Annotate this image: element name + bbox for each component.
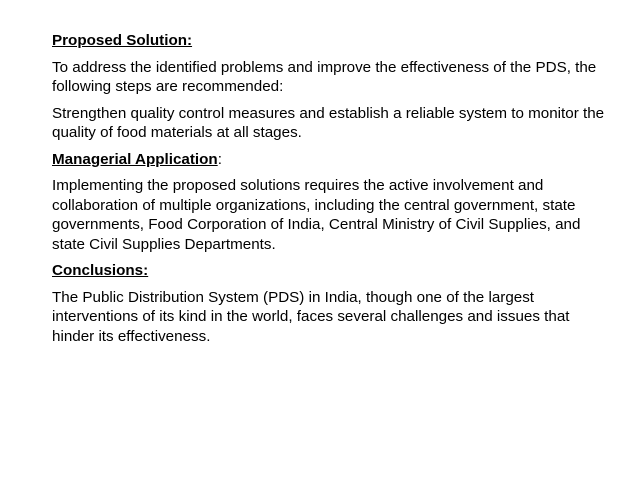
conclusions-paragraph: The Public Distribution System (PDS) in India, though one of the largest interventions of its kind in the world, faces several challenges and issues that hinder its effectiveness. [52, 288, 570, 345]
slide-content [52, 31, 612, 353]
proposed-solution-paragraph-2: Strengthen quality control measures and establish a reliable system to monitor the quality of food materials at all stages. [52, 104, 605, 141]
section-heading-line [52, 261, 612, 281]
managerial-application-heading: Managerial Application [52, 150, 218, 168]
proposed-solution-paragraph-1: To address the identified problems and improve the effectiveness of the PDS, the following steps are recommended: [52, 58, 597, 95]
heading-suffix: : [217, 150, 222, 168]
section-heading-line [52, 31, 612, 51]
proposed-solution-heading: Proposed Solution: [52, 32, 193, 49]
managerial-application-paragraph: Implementing the proposed solutions requires the active involvement and collaboration of multiple organizations, including the central government, state governments, Food Corporation of India, Central Ministry of Civil Supplies, and state Civil Supplies Departments. [52, 177, 581, 253]
section-heading-line [52, 150, 612, 170]
conclusions-heading: Conclusions: [52, 262, 149, 279]
